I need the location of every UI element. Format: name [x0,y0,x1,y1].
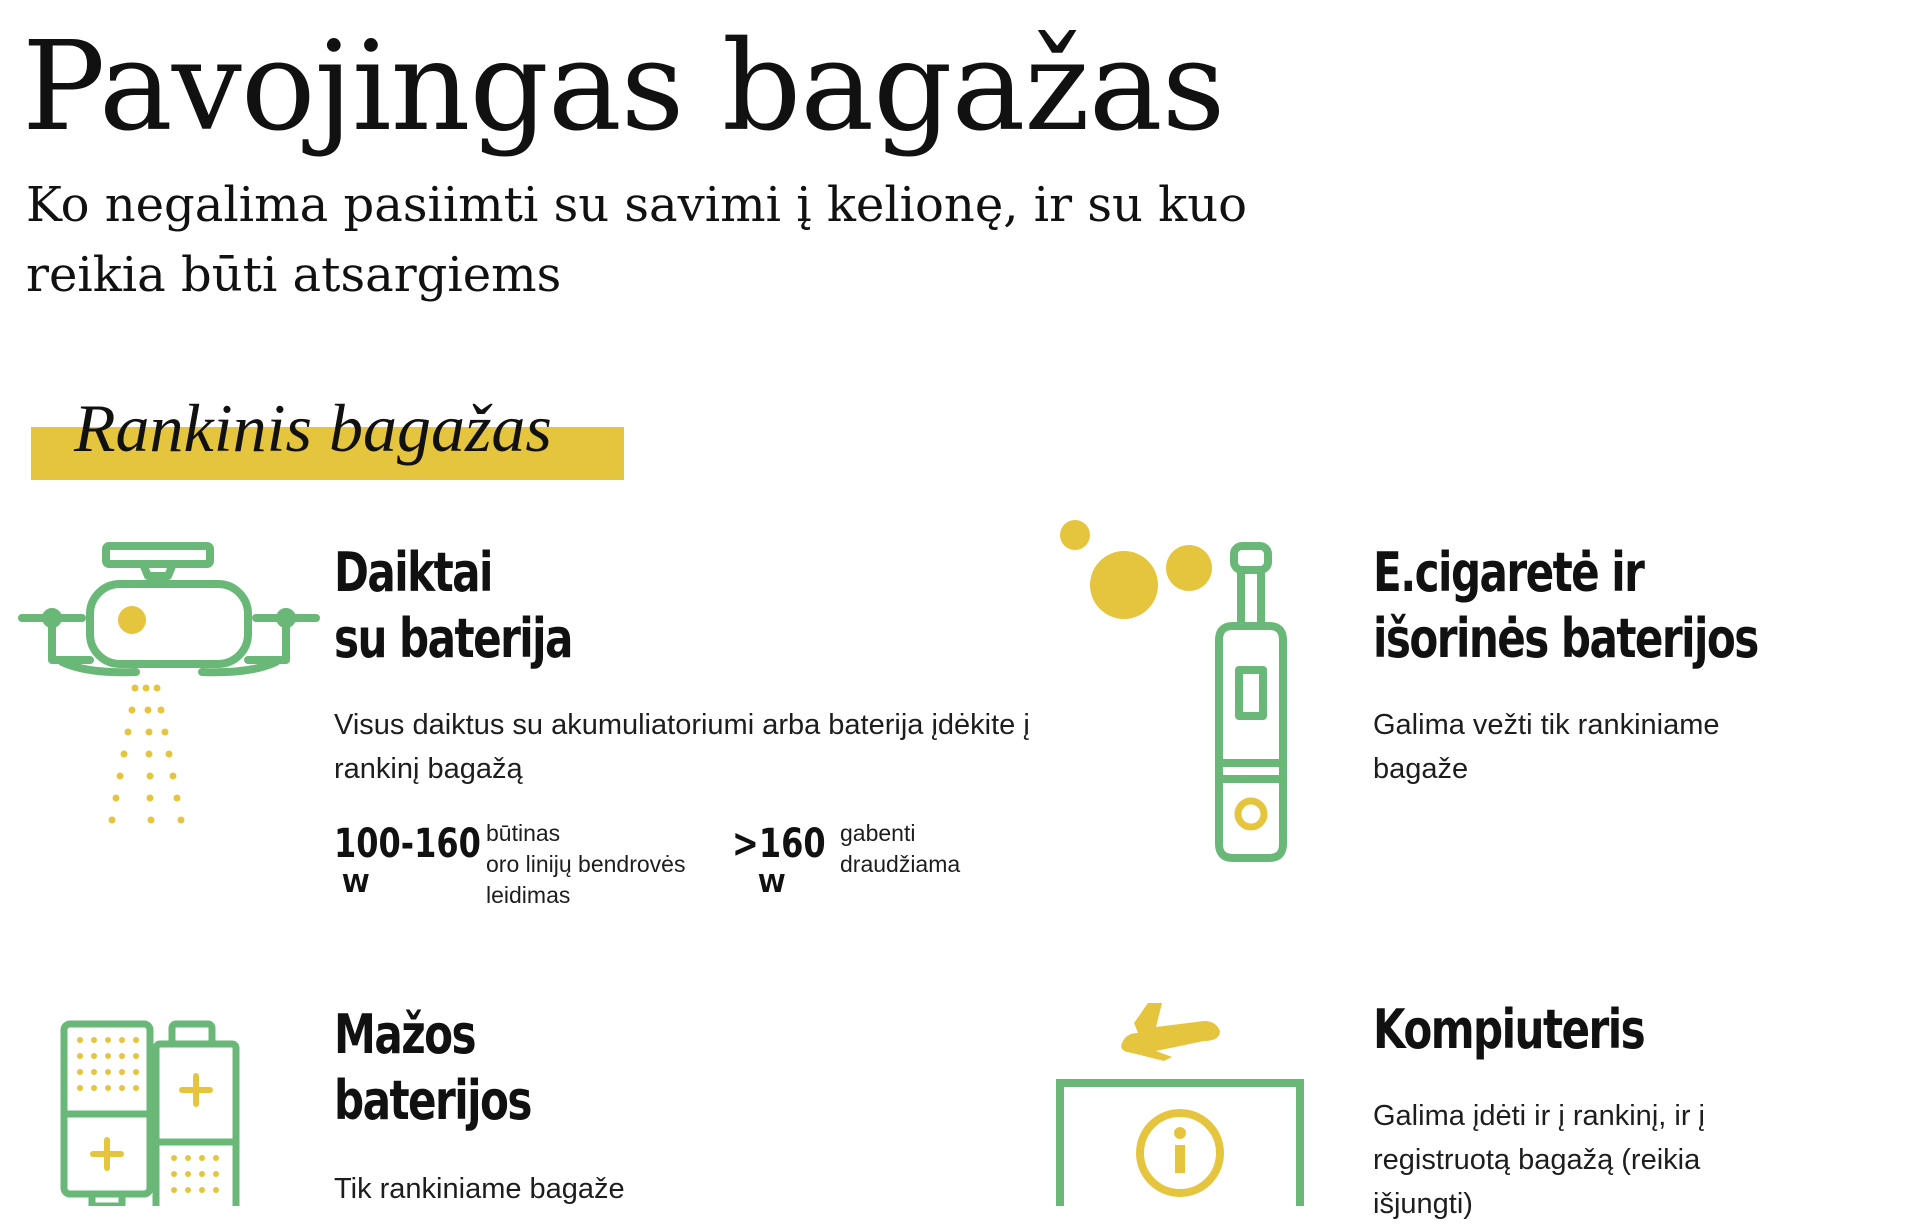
page-title: Pavojingas bagažas [22,15,1225,159]
spec-value: >160 [732,821,826,867]
card-text: Galima vežti tik rankiniame bagaže [1373,709,1720,785]
spec-value: 100-160 [334,821,481,867]
laptop-info-icon [1052,995,1312,1206]
spec-unit: W [342,869,370,898]
card-text: Galima įdėti ir į rankinį, ir į registruotą bagažą (reikia išjungti) [1373,1100,1705,1220]
batteries-icon [60,1020,270,1206]
drone-icon [18,540,320,860]
card-title: Daiktai su baterija [334,541,572,670]
page-subtitle: Ko negalima pasiimti su savimi į kelionę, ir su kuo reikia būti atsargiems [26,177,1248,303]
card-small-batteries [334,1002,854,1205]
spec-note: gabenti draudžiama [840,820,961,877]
spec-note: būtinas oro linijų bendrovės leidimas [486,820,686,908]
card-battery-items [334,540,1030,785]
card-e-cigarette [1373,540,1893,785]
card-text: Visus daiktus su akumuliatoriumi arba baterija įdėkite į rankinį bagažą [334,709,1030,785]
card-text: Tik rankiniame bagaže [334,1173,625,1205]
card-title: Kompiuteris [1373,998,1645,1061]
e-cigarette-icon [1055,518,1305,864]
card-computer [1373,997,1893,1220]
spec-unit: W [758,869,786,898]
card-title: E.cigaretė ir išorinės baterijos [1373,541,1758,670]
card-title: Mažos baterijos [334,1003,531,1132]
section-title: Rankinis bagažas [74,390,552,466]
